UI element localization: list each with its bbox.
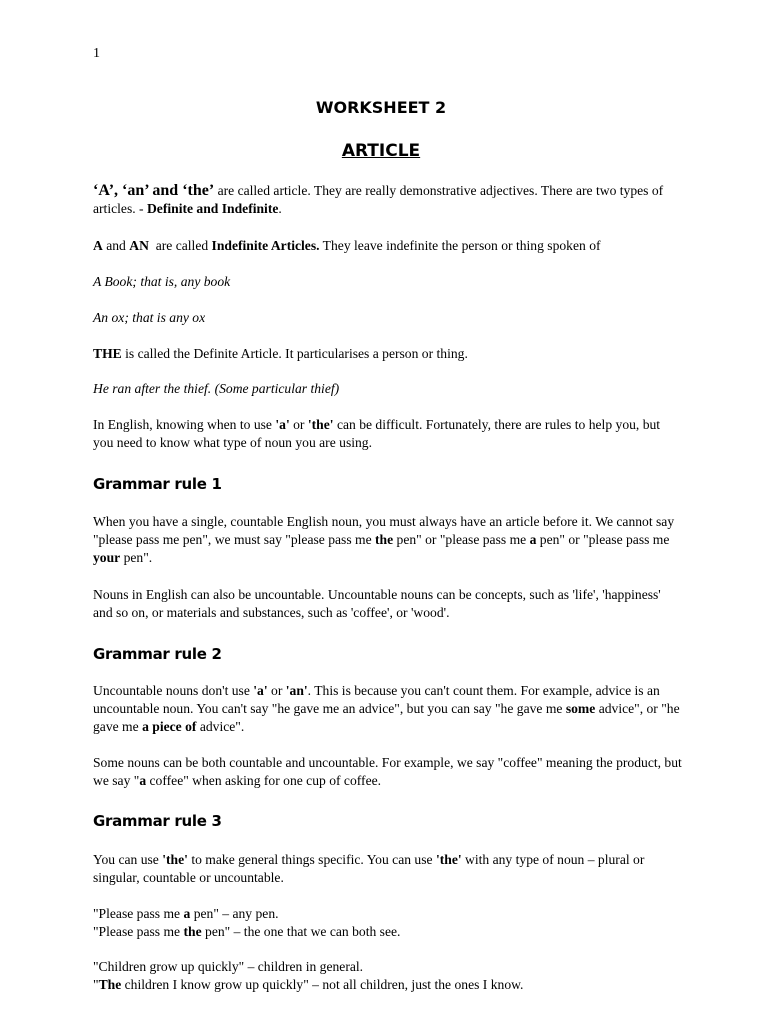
r3l2-t2: pen" – the one that we can both see. bbox=[201, 924, 401, 939]
definite-paragraph bbox=[93, 345, 683, 363]
indef-mid: are called bbox=[148, 238, 212, 253]
r3l1-t1: "Please pass me bbox=[93, 906, 184, 921]
def-rest: is called the Definite Article. It particularises a person or thing. bbox=[121, 346, 468, 361]
r3-t3: with any type of noun – plural or singular, countable or uncountable. bbox=[93, 852, 645, 885]
intro-end: . bbox=[278, 201, 282, 216]
rule3-paragraph-1 bbox=[93, 851, 683, 887]
r1-t4: pen". bbox=[120, 550, 153, 565]
def-bold: THE bbox=[93, 346, 122, 361]
r2p2-t1: Some nouns can be both countable and uncountable. For example, we say "coffee" meaning the product, but we say " bbox=[93, 755, 682, 788]
example-thief: He ran after the thief. (Some particular thief) bbox=[93, 381, 340, 396]
rule3-example-children: "Children grow up quickly" – children in general. bbox=[93, 959, 364, 974]
intro-paragraph bbox=[93, 182, 683, 218]
r3-t2: to make general things specific. You can use bbox=[187, 852, 436, 867]
indef-bold: Indefinite Articles. bbox=[211, 238, 320, 253]
grammar-rule-3-heading: Grammar rule 3 bbox=[93, 812, 222, 830]
r2p2-t2: coffee" when asking for one cup of coffee. bbox=[146, 773, 382, 788]
r1-t1: When you have a single, countable English noun, you must always have an article before it. We cannot say "please pass me pen", we must say "please pass me bbox=[93, 514, 675, 547]
r3l4-the: The bbox=[98, 977, 122, 992]
article-heading: ARTICLE bbox=[341, 141, 421, 161]
grammar-rule-1-heading: Grammar rule 1 bbox=[93, 475, 222, 493]
intro-lead: ‘A’, ‘an’ and ‘the’ bbox=[93, 182, 215, 199]
eng-or: or bbox=[289, 417, 308, 432]
worksheet-title: WORKSHEET 2 bbox=[315, 98, 447, 117]
r3-the1: 'the' bbox=[162, 852, 188, 867]
r2-t4: advice". bbox=[196, 719, 245, 734]
r2-an: 'an' bbox=[285, 683, 308, 698]
indefinite-paragraph bbox=[93, 237, 683, 255]
r2-t3: advice", or "he gave me bbox=[93, 701, 680, 734]
r3l4-t2: children I know grow up quickly" – not all children, just the ones I know. bbox=[121, 977, 524, 992]
r3l1-a: a bbox=[183, 906, 191, 921]
r1-t3: pen" or "please pass me bbox=[536, 532, 670, 547]
rule2-paragraph-1 bbox=[93, 682, 683, 736]
r3l2-the: the bbox=[183, 924, 202, 939]
r3-the2: 'the' bbox=[435, 852, 462, 867]
r1-your: your bbox=[93, 550, 121, 565]
r3l4-t1: " bbox=[93, 977, 99, 992]
r2-or: or bbox=[267, 683, 286, 698]
r2-t1: Uncountable nouns don't use bbox=[93, 683, 254, 698]
r2-a: 'a' bbox=[253, 683, 268, 698]
intro-text: are called article. They are really demonstrative adjectives. There are two types of articles. - bbox=[93, 183, 664, 216]
example-book: A Book; that is, any book bbox=[93, 274, 231, 289]
indef-and: and bbox=[102, 238, 130, 253]
r3l2-t1: "Please pass me bbox=[93, 924, 184, 939]
rule3-example-the-pen bbox=[93, 923, 683, 941]
r1-t2: pen" or "please pass me bbox=[393, 532, 530, 547]
example-ox: An ox; that is any ox bbox=[93, 310, 206, 325]
indef-an: AN bbox=[129, 238, 149, 253]
rule1-paragraph-1 bbox=[93, 513, 683, 567]
eng-the: 'the' bbox=[307, 417, 334, 432]
intro-bold: Definite and Indefinite bbox=[146, 201, 279, 216]
r2-piece: a piece of bbox=[142, 719, 197, 734]
eng-a: 'a' bbox=[275, 417, 290, 432]
r2p2-a: a bbox=[139, 773, 147, 788]
r3l1-t2: pen" – any pen. bbox=[190, 906, 279, 921]
indef-a: A bbox=[93, 238, 103, 253]
english-paragraph bbox=[93, 416, 683, 452]
rule3-example-the-children bbox=[93, 976, 683, 994]
rule1-paragraph-2: Nouns in English can also be uncountable. Uncountable nouns can be concepts, such as 'life', 'happiness' and so on, or materials and substances, such as 'coffee', or 'wood'. bbox=[93, 587, 661, 620]
r2-t2: . This is because you can't count them. For example, advice is an uncountable noun. You can't say "he gave me an advice", but you can say "he gave me bbox=[93, 683, 660, 716]
indef-rest: They leave indefinite the person or thing spoken of bbox=[319, 238, 601, 253]
r1-a: a bbox=[529, 532, 537, 547]
rule2-paragraph-2 bbox=[93, 754, 683, 790]
page-number: 1 bbox=[93, 46, 100, 61]
rule3-example-a-pen bbox=[93, 905, 683, 923]
grammar-rule-2-heading: Grammar rule 2 bbox=[93, 645, 222, 663]
r3-t1: You can use bbox=[93, 852, 163, 867]
r2-some: some bbox=[565, 701, 596, 716]
eng-t1: In English, knowing when to use bbox=[93, 417, 276, 432]
eng-t2: can be difficult. Fortunately, there are rules to help you, but you need to know what type of noun you are using. bbox=[93, 417, 661, 450]
r1-the: the bbox=[375, 532, 394, 547]
